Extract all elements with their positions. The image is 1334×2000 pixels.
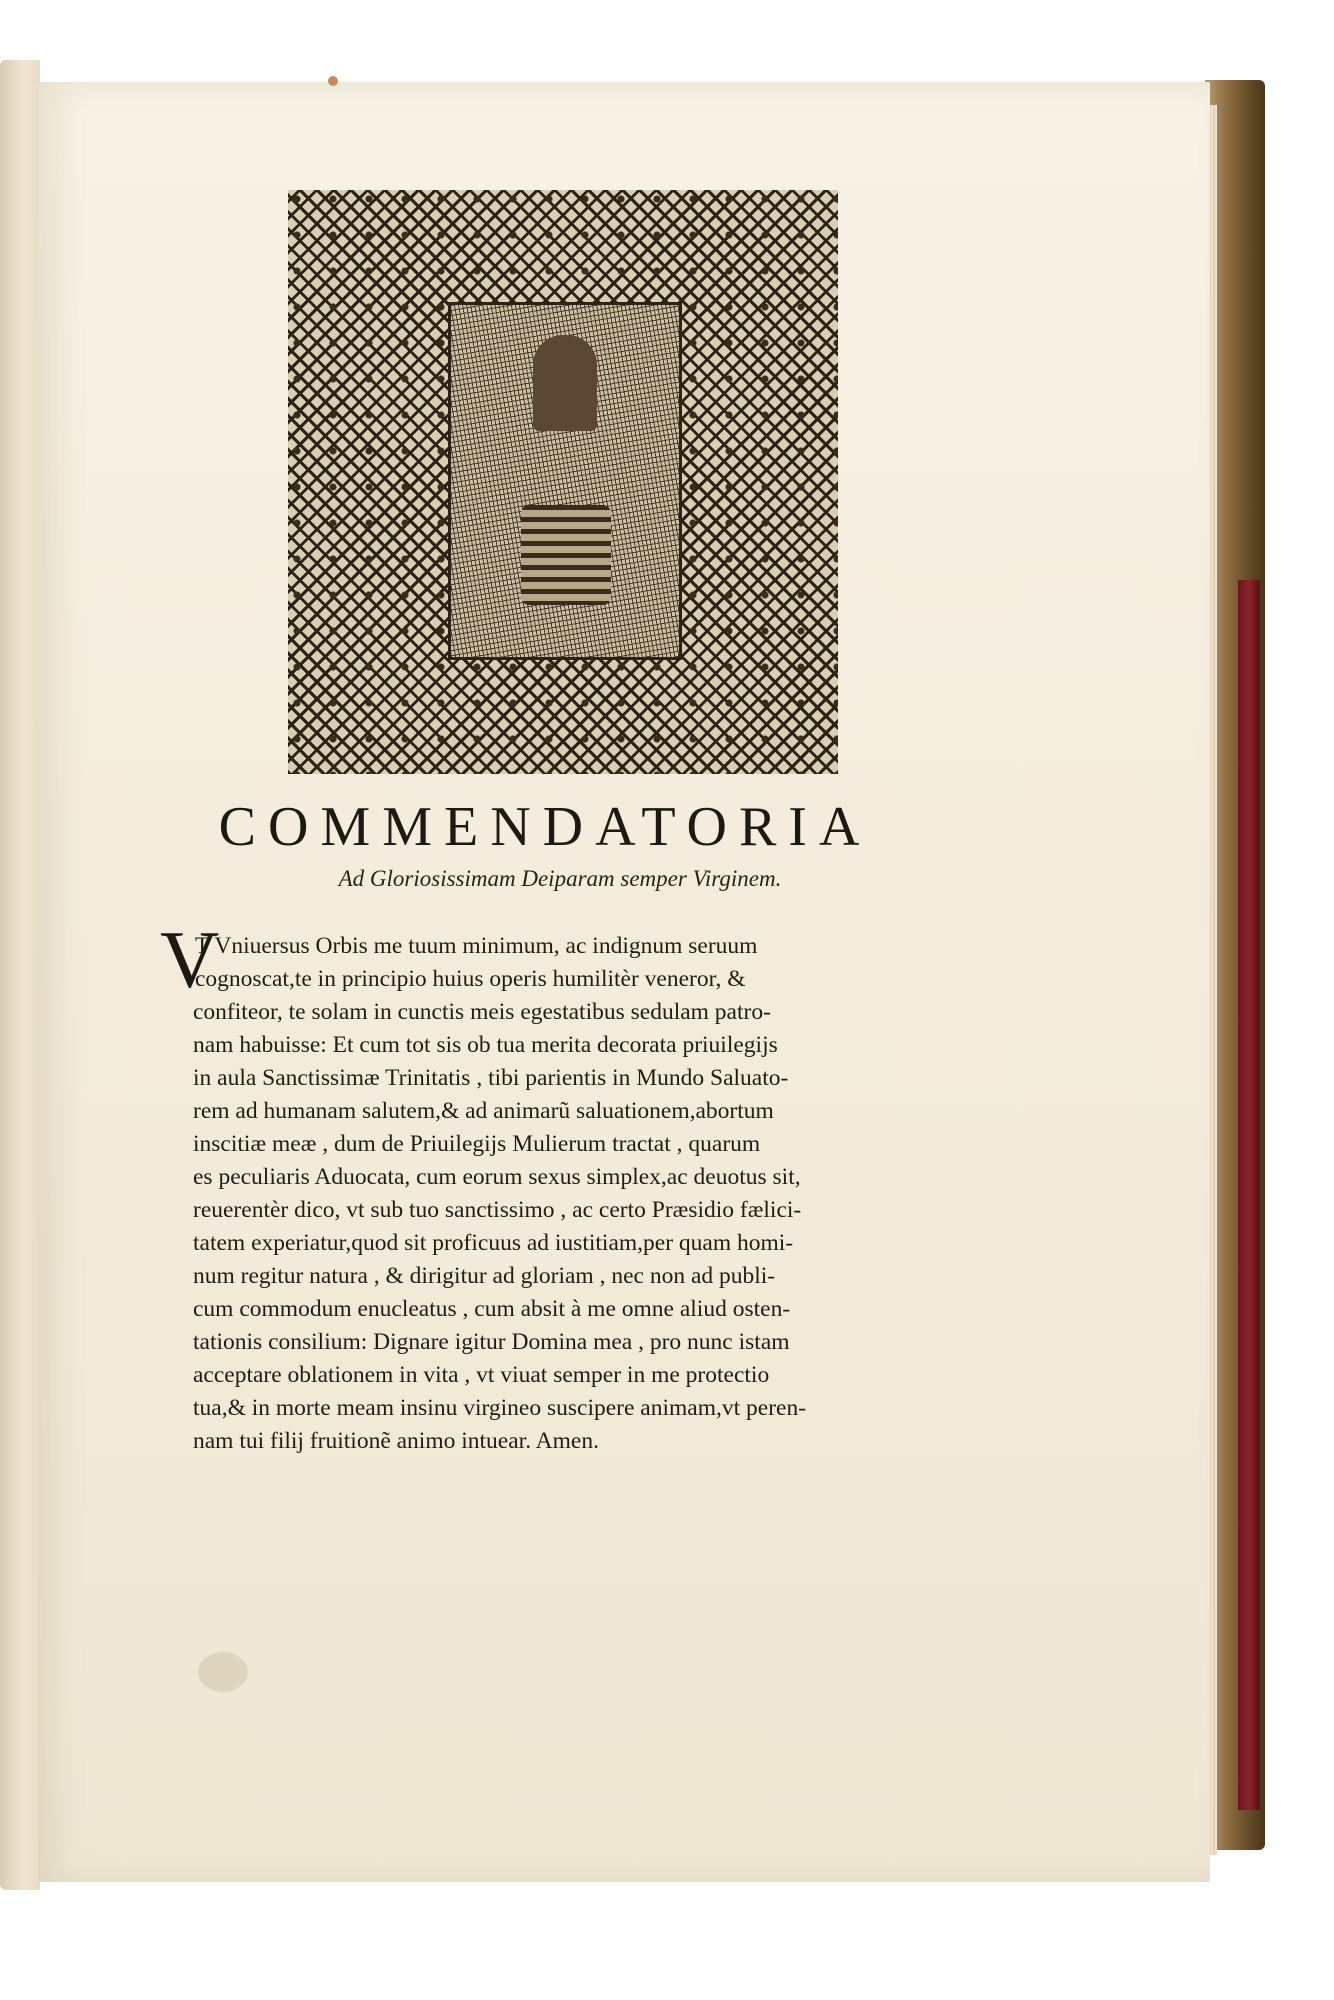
drop-cap: V <box>160 914 220 1005</box>
text-line: in aula Sanctissimæ Trinitatis , tibi parientis in Mundo Saluato- <box>193 1065 789 1091</box>
text-line: es peculiaris Aduocata, cum eorum sexus simplex,ac deuotus sit, <box>193 1164 801 1190</box>
text-line: tatem experiatur,quod sit proficuus ad iustitiam,per quam homi- <box>193 1230 794 1256</box>
text-line: tua,& in morte meam insinu virgineo suscipere animam,vt peren- <box>193 1395 807 1421</box>
woodcut-illustration <box>448 302 682 660</box>
text-line: T Vniuersus Orbis me tuum minimum, ac indignum seruum <box>195 933 758 959</box>
text-line: nam tui filij fruitionẽ animo intuear. Amen. <box>193 1428 599 1454</box>
text-line: inscitiæ meæ , dum de Priuilegijs Mulierum tractat , quarum <box>193 1131 761 1157</box>
text-line: num regitur natura , & dirigitur ad gloriam , nec non ad publi- <box>193 1263 776 1289</box>
cover-red-binding <box>1238 580 1260 1810</box>
left-page-edge <box>0 60 40 1890</box>
text-line: cum commodum enucleatus , cum absit à me omne aliud osten- <box>193 1296 791 1322</box>
text-line: acceptare oblationem in vita , vt viuat semper in me protectio <box>193 1362 770 1388</box>
text-line: nam habuisse: Et cum tot sis ob tua merita decorata priuilegijs <box>193 1032 778 1058</box>
page-title: COMMENDATORIA <box>218 796 872 858</box>
text-line: confiteor, te solam in cunctis meis egestatibus sedulam patro- <box>193 999 771 1025</box>
body-paragraph <box>195 930 955 1458</box>
page-subtitle: Ad Gloriosissimam Deiparam semper Virginem. <box>338 866 782 891</box>
text-line: rem ad humanam salutem,& ad animarũ saluationem,abortum <box>193 1098 774 1124</box>
text-line: tationis consilium: Dignare igitur Domina mea , pro nunc istam <box>193 1329 790 1355</box>
woodcut-altar <box>521 505 611 605</box>
page-stain <box>198 1652 248 1692</box>
page-stain <box>328 76 338 86</box>
text-line: reuerentèr dico, vt sub tuo sanctissimo , ac certo Præsidio fælici- <box>193 1197 802 1223</box>
woodcut-figure <box>533 335 597 431</box>
text-line: cognoscat,te in principio huius operis humilitèr veneror, & <box>195 966 746 992</box>
